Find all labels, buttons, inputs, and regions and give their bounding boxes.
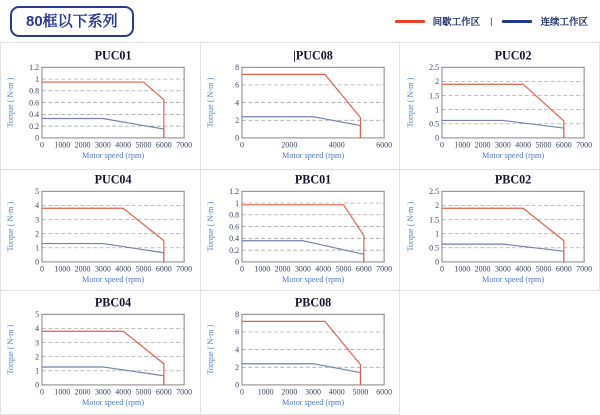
- svg-text:1: 1: [35, 243, 40, 253]
- svg-text:|PUC08: |PUC08: [293, 48, 333, 63]
- svg-text:Motor speed (rpm): Motor speed (rpm): [82, 397, 145, 407]
- svg-text:Motor speed (rpm): Motor speed (rpm): [281, 151, 345, 161]
- svg-text:0: 0: [35, 380, 40, 390]
- svg-text:PUC01: PUC01: [94, 48, 132, 63]
- intermittent-zone-label: 间歇工作区: [432, 17, 481, 28]
- top-bar: [0, 0, 600, 42]
- svg-text:PBC08: PBC08: [294, 295, 332, 310]
- svg-text:0.5: 0.5: [428, 243, 439, 253]
- svg-text:4000: 4000: [115, 140, 132, 150]
- svg-text:1: 1: [434, 229, 439, 239]
- svg-text:3: 3: [35, 337, 40, 347]
- continuous-zone-label: 连续工作区: [540, 17, 588, 28]
- svg-text:2000: 2000: [474, 140, 491, 150]
- svg-text:0: 0: [239, 140, 244, 150]
- svg-text:5000: 5000: [135, 140, 152, 150]
- svg-text:4: 4: [235, 344, 240, 354]
- svg-text:0: 0: [235, 380, 240, 390]
- chart-cell-1: [1, 43, 201, 170]
- svg-text:6000: 6000: [156, 387, 173, 397]
- svg-text:PBC01: PBC01: [294, 172, 332, 187]
- series-title-badge: 80框以下系列: [10, 6, 134, 37]
- svg-text:Motor speed (rpm): Motor speed (rpm): [481, 275, 544, 285]
- svg-text:0: 0: [40, 140, 45, 150]
- svg-text:PBC02: PBC02: [494, 172, 531, 187]
- svg-text:5: 5: [35, 187, 40, 197]
- svg-text:Motor speed (rpm): Motor speed (rpm): [82, 275, 145, 285]
- svg-text:1: 1: [35, 74, 40, 84]
- chart-PBC08: [201, 294, 399, 412]
- svg-text:2: 2: [35, 351, 40, 361]
- svg-text:4000: 4000: [328, 140, 345, 150]
- svg-text:5000: 5000: [352, 387, 369, 397]
- intermittent-zone-swatch: [395, 20, 425, 23]
- svg-text:2000: 2000: [274, 264, 291, 274]
- svg-text:7000: 7000: [575, 140, 592, 150]
- svg-text:2000: 2000: [474, 264, 491, 274]
- svg-text:1000: 1000: [454, 140, 470, 150]
- svg-text:Torque ( N-m ): Torque ( N-m ): [405, 77, 415, 128]
- svg-text:1.2: 1.2: [229, 187, 240, 197]
- svg-text:2.5: 2.5: [428, 187, 439, 197]
- svg-text:Torque ( N-m ): Torque ( N-m ): [205, 324, 215, 375]
- svg-text:7000: 7000: [176, 264, 193, 274]
- svg-text:1000: 1000: [54, 264, 71, 274]
- svg-text:3000: 3000: [494, 140, 511, 150]
- svg-text:1000: 1000: [54, 140, 71, 150]
- svg-text:1: 1: [35, 366, 40, 376]
- svg-text:PUC04: PUC04: [94, 172, 132, 187]
- svg-text:5: 5: [35, 309, 40, 319]
- chart-cell-3: [400, 43, 600, 170]
- svg-text:0: 0: [439, 140, 444, 150]
- svg-text:2: 2: [434, 77, 439, 87]
- svg-text:7000: 7000: [176, 140, 193, 150]
- svg-text:1: 1: [235, 198, 240, 208]
- svg-text:6: 6: [235, 327, 240, 337]
- svg-text:0: 0: [40, 387, 45, 397]
- svg-text:0.5: 0.5: [428, 119, 439, 129]
- svg-text:3000: 3000: [305, 387, 321, 397]
- chart-PBC01: [201, 171, 399, 289]
- svg-text:6000: 6000: [156, 140, 173, 150]
- svg-text:5000: 5000: [135, 264, 152, 274]
- svg-text:0: 0: [434, 257, 439, 267]
- svg-text:Torque ( N-m ): Torque ( N-m ): [205, 77, 215, 128]
- svg-text:7000: 7000: [176, 387, 193, 397]
- svg-text:2000: 2000: [74, 140, 91, 150]
- chart-cell-8: [201, 291, 401, 415]
- svg-text:3: 3: [35, 215, 40, 225]
- svg-text:0: 0: [235, 257, 240, 267]
- svg-text:4: 4: [35, 323, 40, 333]
- chart-PBC04: [1, 294, 199, 412]
- svg-text:0: 0: [35, 133, 40, 143]
- svg-text:8: 8: [235, 309, 240, 319]
- chart-PUC01: [1, 47, 199, 165]
- chart-PUC04: [1, 171, 199, 289]
- svg-text:Torque ( N-m ): Torque ( N-m ): [6, 77, 16, 128]
- svg-text:0: 0: [434, 133, 439, 143]
- svg-text:1.5: 1.5: [428, 91, 439, 101]
- svg-text:6000: 6000: [156, 264, 173, 274]
- svg-text:3000: 3000: [95, 387, 112, 397]
- svg-text:8: 8: [235, 63, 240, 73]
- svg-text:1000: 1000: [257, 387, 274, 397]
- svg-text:PBC04: PBC04: [95, 295, 132, 310]
- svg-text:0.6: 0.6: [229, 222, 240, 232]
- svg-text:4000: 4000: [315, 264, 332, 274]
- svg-text:2: 2: [434, 201, 439, 211]
- svg-text:0: 0: [235, 133, 240, 143]
- svg-text:Torque ( N-m ): Torque ( N-m ): [6, 201, 16, 252]
- svg-text:2000: 2000: [281, 140, 298, 150]
- svg-text:2: 2: [35, 229, 40, 239]
- svg-text:3000: 3000: [95, 140, 112, 150]
- svg-text:0.2: 0.2: [229, 245, 240, 255]
- svg-text:4000: 4000: [514, 140, 531, 150]
- svg-text:0.4: 0.4: [29, 110, 40, 120]
- svg-text:4: 4: [35, 201, 40, 211]
- svg-text:1000: 1000: [454, 264, 470, 274]
- svg-text:0: 0: [439, 264, 444, 274]
- chart-cell-2: [201, 43, 401, 170]
- svg-text:6000: 6000: [555, 264, 572, 274]
- svg-text:PUC02: PUC02: [494, 48, 532, 63]
- svg-text:1000: 1000: [54, 387, 71, 397]
- svg-text:2000: 2000: [74, 264, 91, 274]
- svg-text:6000: 6000: [376, 387, 393, 397]
- svg-text:3000: 3000: [294, 264, 311, 274]
- svg-text:2000: 2000: [281, 387, 298, 397]
- empty-cell: [400, 291, 600, 415]
- svg-text:1.2: 1.2: [29, 63, 40, 73]
- chart-cell-7: [1, 291, 201, 415]
- svg-text:5000: 5000: [335, 264, 352, 274]
- svg-text:0.6: 0.6: [29, 98, 40, 108]
- svg-text:5000: 5000: [535, 140, 552, 150]
- svg-text:0.2: 0.2: [29, 121, 40, 131]
- svg-text:7000: 7000: [376, 264, 393, 274]
- svg-text:6000: 6000: [376, 140, 393, 150]
- svg-text:4000: 4000: [514, 264, 531, 274]
- svg-text:4: 4: [235, 98, 240, 108]
- continuous-zone-swatch: [502, 20, 532, 23]
- svg-text:2: 2: [235, 115, 240, 125]
- svg-text:0: 0: [239, 387, 244, 397]
- svg-text:3000: 3000: [95, 264, 112, 274]
- svg-text:5000: 5000: [135, 387, 152, 397]
- svg-text:Motor speed (rpm): Motor speed (rpm): [481, 151, 544, 161]
- svg-text:6000: 6000: [355, 264, 372, 274]
- chart-PUC08: [201, 47, 399, 165]
- svg-text:6000: 6000: [555, 140, 572, 150]
- chart-cell-5: [201, 170, 401, 291]
- legend-separator: |: [490, 16, 493, 26]
- svg-text:Motor speed (rpm): Motor speed (rpm): [82, 151, 145, 161]
- svg-text:7000: 7000: [575, 264, 592, 274]
- svg-text:0.8: 0.8: [29, 86, 40, 96]
- svg-text:1: 1: [434, 105, 439, 115]
- svg-text:0: 0: [35, 257, 40, 267]
- svg-text:1000: 1000: [254, 264, 271, 274]
- svg-text:4000: 4000: [115, 264, 132, 274]
- chart-PUC02: [401, 47, 599, 165]
- chart-cell-6: [400, 170, 600, 291]
- svg-text:Motor speed (rpm): Motor speed (rpm): [281, 397, 345, 407]
- svg-text:2.5: 2.5: [428, 63, 439, 73]
- chart-legend: [395, 14, 588, 28]
- svg-text:Torque ( N-m ): Torque ( N-m ): [6, 324, 16, 375]
- svg-text:Torque ( N-m ): Torque ( N-m ): [205, 201, 215, 252]
- chart-cell-4: [1, 170, 201, 291]
- svg-text:3000: 3000: [494, 264, 511, 274]
- svg-text:1.5: 1.5: [428, 215, 439, 225]
- svg-text:0.8: 0.8: [229, 210, 240, 220]
- svg-text:0: 0: [40, 264, 45, 274]
- svg-text:2000: 2000: [74, 387, 91, 397]
- svg-text:4000: 4000: [328, 387, 345, 397]
- svg-text:0.4: 0.4: [229, 234, 240, 244]
- svg-text:Motor speed (rpm): Motor speed (rpm): [281, 275, 345, 285]
- chart-grid: [0, 42, 600, 415]
- chart-PBC02: [401, 171, 599, 289]
- svg-text:6: 6: [235, 80, 240, 90]
- svg-text:0: 0: [239, 264, 244, 274]
- svg-text:Torque ( N-m ): Torque ( N-m ): [405, 201, 415, 252]
- svg-text:4000: 4000: [115, 387, 132, 397]
- svg-text:5000: 5000: [535, 264, 552, 274]
- svg-text:2: 2: [235, 362, 240, 372]
